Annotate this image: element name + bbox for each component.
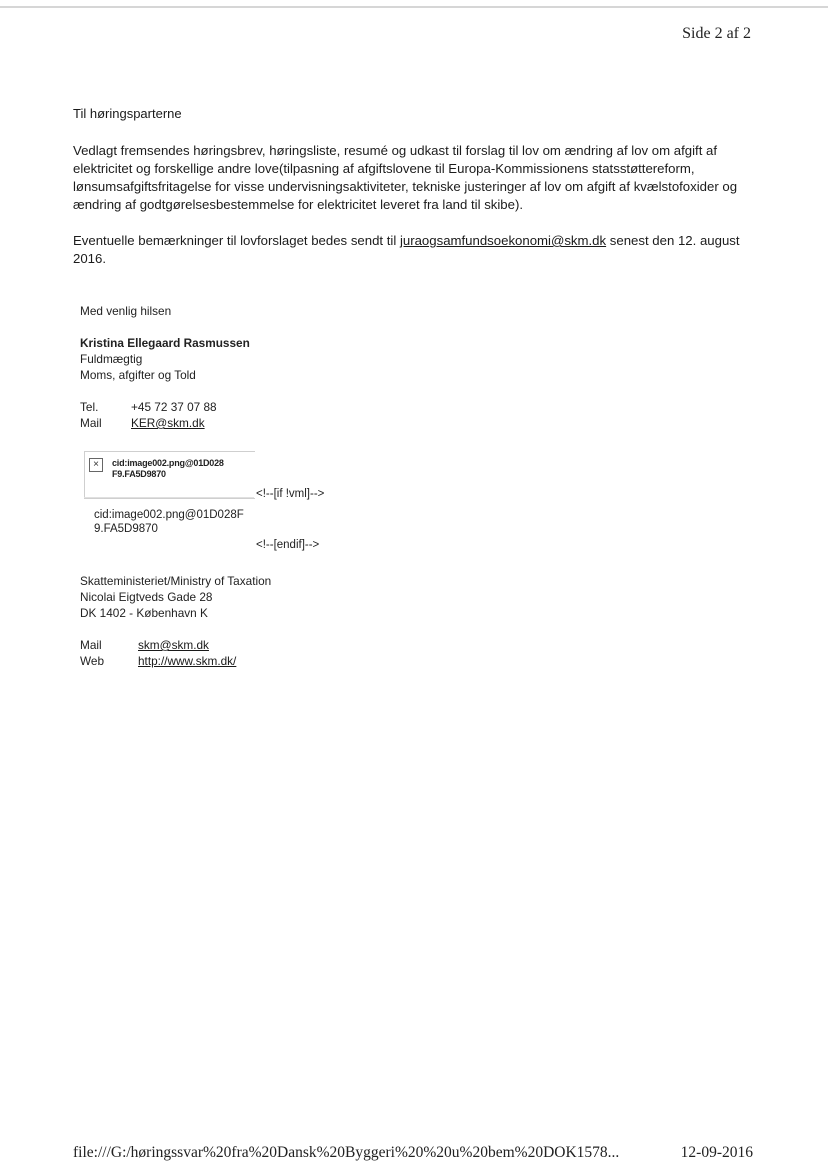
organization-address	[80, 573, 271, 621]
paragraph-2-text-before: Eventuelle bemærkninger til lovforslaget bedes sendt til	[73, 233, 400, 248]
tel-row	[80, 399, 217, 415]
submission-email-link[interactable]: juraogsamfundsoekonomi@skm.dk	[399, 233, 607, 248]
organization-city: DK 1402 - København K	[80, 606, 208, 620]
body-paragraph-2	[73, 232, 763, 268]
tel-label: Tel.	[80, 400, 99, 414]
signature-email-link[interactable]: KER@skm.dk	[131, 416, 205, 430]
footer-date: 12-09-2016	[680, 1144, 753, 1161]
mail-row	[80, 415, 217, 431]
image-alt-line-2: 9.FA5D9870	[94, 523, 158, 535]
signature-block	[80, 335, 250, 383]
page-top-border	[0, 6, 828, 8]
organization-street: Nicolai Eigtveds Gade 28	[80, 590, 213, 604]
org-web-label: Web	[80, 654, 105, 668]
body-paragraph-1: Vedlagt fremsendes høringsbrev, høringsliste, resumé og udkast til forslag til lov om ændring af lov om afgift af elektricitet og forskellige andre love(tilpasning af afgiftslovene til Europa-Kommissionens statsstøttereform, lønsumsafgiftsfritagelse for visse undervisningsaktiviteter, tekniske justeringer af lov om afgift af kvælstofoxider og ændring af godtgørelsesbestemmelse for elektricitet leveret fra land til skibe).	[73, 143, 738, 212]
signature-name: Kristina Ellegaard Rasmussen	[80, 336, 250, 350]
print-footer	[73, 1144, 753, 1162]
image-alt-line-1: cid:image002.png@01D028F	[94, 509, 244, 521]
mail-label: Mail	[80, 416, 102, 430]
closing: Med venlig hilsen	[80, 304, 172, 318]
org-mail-label: Mail	[80, 638, 102, 652]
org-mail-row	[80, 637, 236, 653]
image-alt-text	[94, 508, 244, 536]
organization-contact	[80, 637, 236, 669]
broken-image-icon: ×	[89, 458, 103, 472]
org-website-link[interactable]: http://www.skm.dk/	[138, 654, 237, 668]
organization-name: Skatteministeriet/Ministry of Taxation	[80, 574, 272, 588]
broken-image-placeholder	[84, 451, 255, 499]
tel-value: +45 72 37 07 88	[131, 400, 217, 414]
image-underline	[84, 497, 254, 498]
signature-department: Moms, afgifter og Told	[80, 368, 196, 382]
contact-block	[80, 399, 217, 431]
footer-file-path: file:///G:/høringssvar%20fra%20Dansk%20Byggeri%20%20u%20bem%20DOK1578...	[73, 1144, 620, 1161]
page-number: Side 2 af 2	[682, 25, 751, 42]
org-email-link[interactable]: skm@skm.dk	[138, 638, 209, 652]
image-cid-text	[112, 458, 224, 480]
image-cid-line-2: F9.FA5D9870	[112, 469, 166, 479]
org-web-row	[80, 653, 236, 669]
signature-title: Fuldmægtig	[80, 352, 143, 366]
endif-comment: <!--[endif]-->	[256, 539, 320, 551]
salutation: Til høringsparterne	[73, 106, 182, 121]
paragraph-2-text-after: senest den 12. august 2016.	[73, 233, 740, 266]
if-vml-comment: <!--[if !vml]-->	[256, 488, 325, 500]
image-cid-line-1: cid:image002.png@01D028	[112, 458, 224, 468]
